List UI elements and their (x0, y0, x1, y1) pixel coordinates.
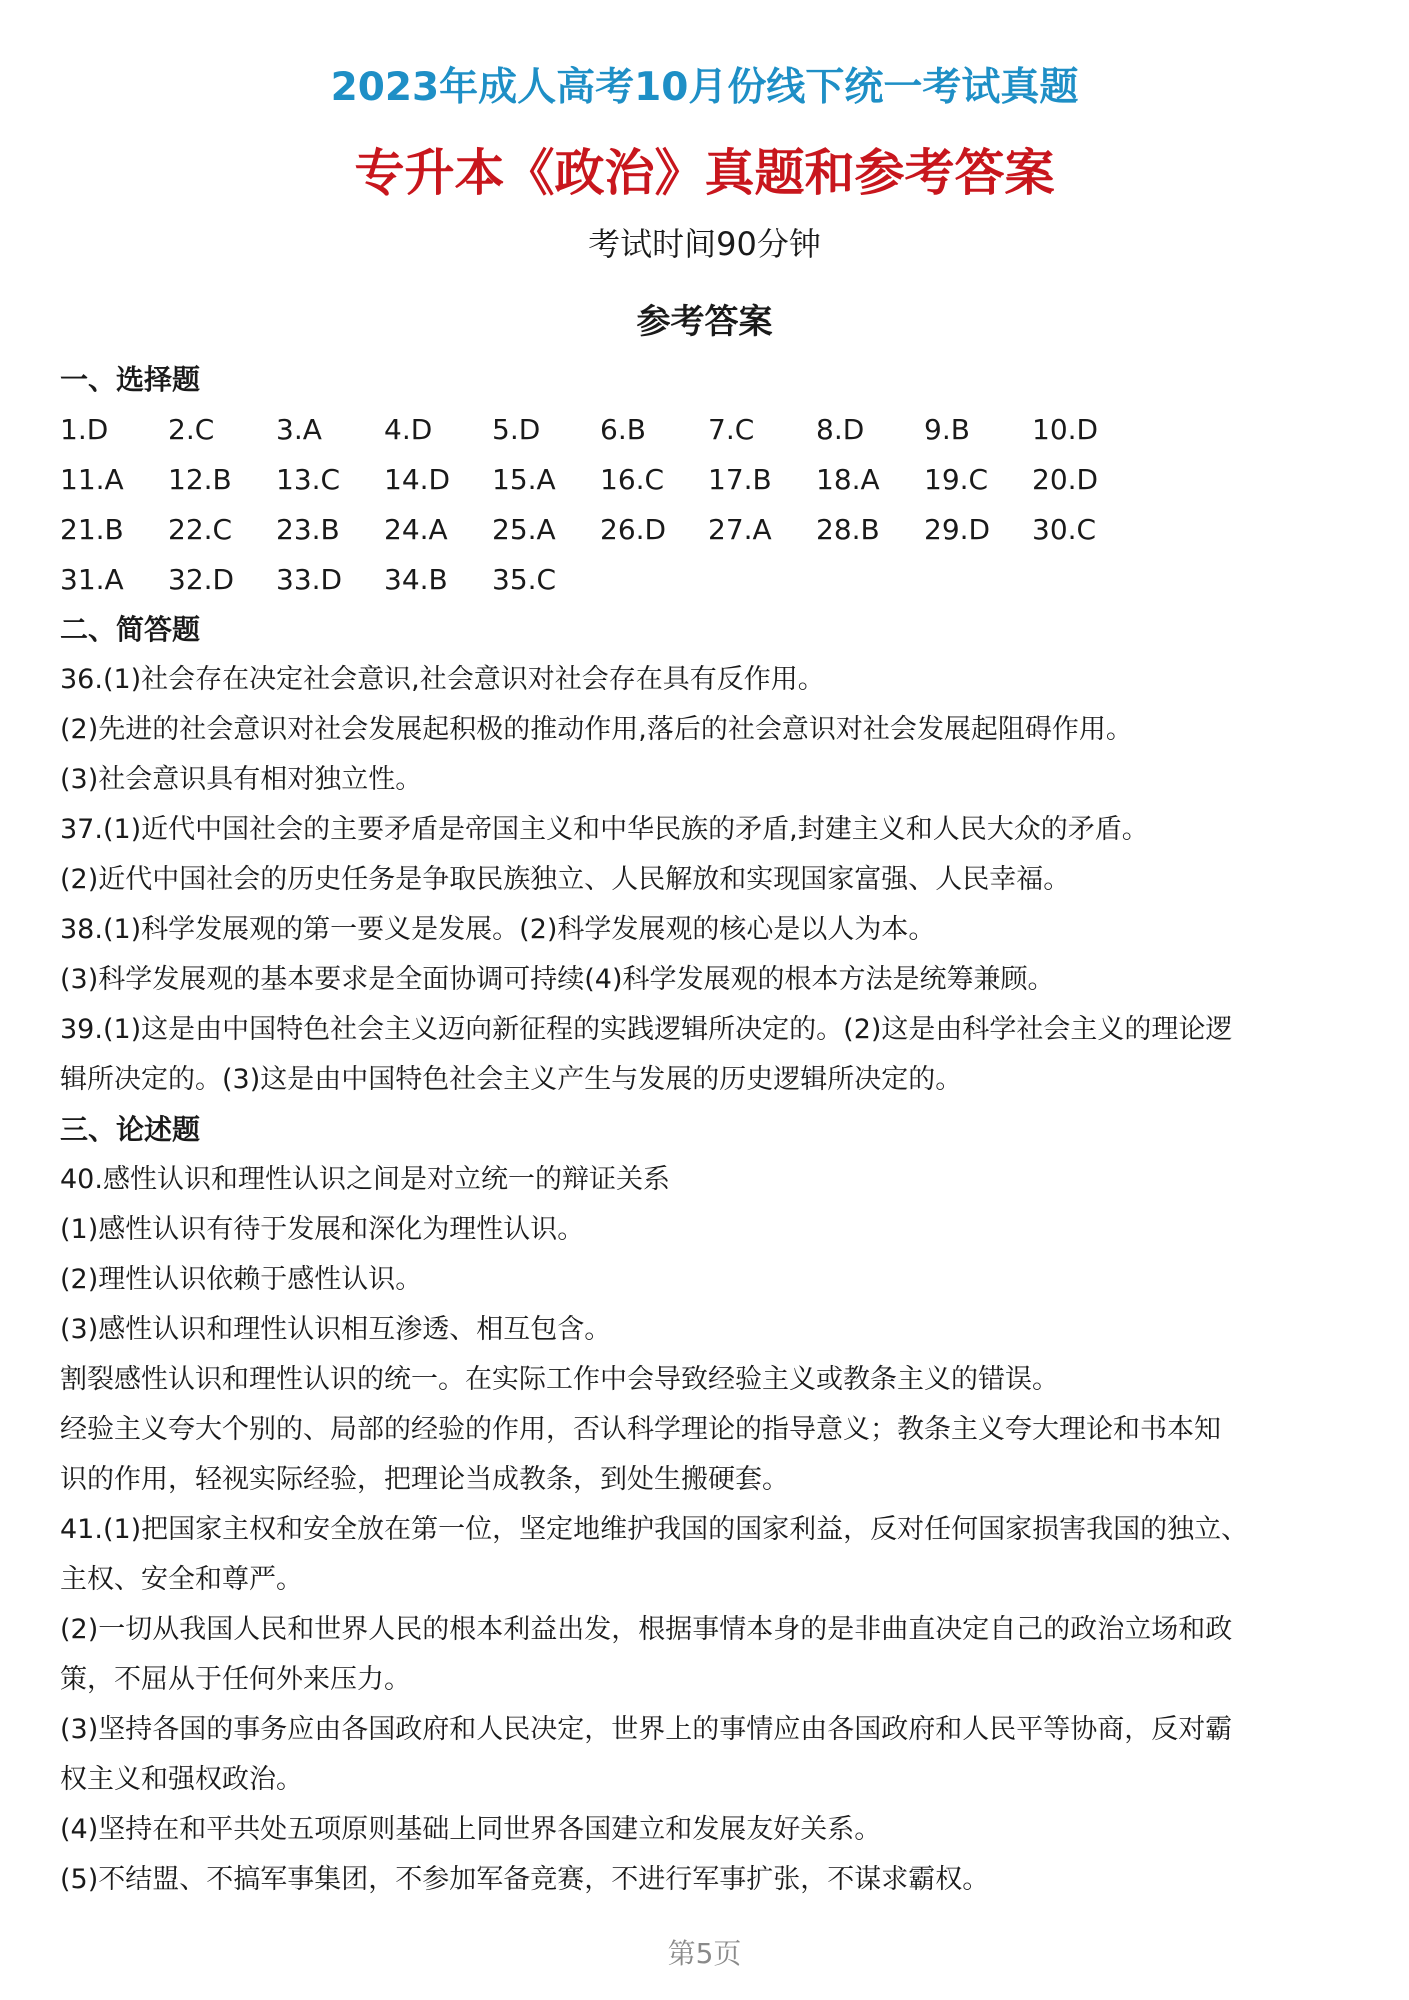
essay-answer-list (60, 1155, 1360, 1905)
choice-answer: 29.D (924, 513, 991, 546)
answer-line: 38.(1)科学发展观的第一要义是发展。(2)科学发展观的核心是以人为本。 (60, 914, 936, 945)
choice-answer: 26.D (600, 513, 667, 546)
answer-line: 39.(1)这是由中国特色社会主义迈向新征程的实践逻辑所决定的。(2)这是由科学社会主义的理论逻 (60, 1014, 1233, 1045)
section-choice-title: 一、选择题 (60, 363, 201, 396)
document-title: 专升本《政治》真题和参考答案 (354, 144, 1055, 202)
choice-answer: 31.A (60, 563, 124, 596)
choice-answer: 4.D (384, 413, 433, 446)
answer-line: (2)近代中国社会的历史任务是争取民族独立、人民解放和实现国家富强、人民幸福。 (60, 864, 1071, 895)
choice-answer: 16.C (600, 463, 665, 496)
choice-answer: 23.B (276, 513, 340, 546)
choice-answer: 22.C (168, 513, 233, 546)
answer-line: 41.(1)把国家主权和安全放在第一位，坚定地维护我国的国家利益，反对任何国家损害我国的独立、 (60, 1514, 1249, 1545)
choice-answer: 24.A (384, 513, 448, 546)
choice-answer: 28.B (816, 513, 880, 546)
choice-answer: 21.B (60, 513, 124, 546)
choice-answer: 18.A (816, 463, 880, 496)
choice-answer: 20.D (1032, 463, 1099, 496)
choice-answer: 14.D (384, 463, 451, 496)
answer-line: (2)一切从我国人民和世界人民的根本利益出发，根据事情本身的是非曲直决定自己的政治立场和政 (60, 1614, 1233, 1645)
answer-line: (1)感性认识有待于发展和深化为理性认识。 (60, 1214, 585, 1245)
answer-line: 36.(1)社会存在决定社会意识,社会意识对社会存在具有反作用。 (60, 664, 825, 695)
section-essay-title: 三、论述题 (60, 1113, 201, 1146)
choice-answer: 2.C (168, 413, 215, 446)
choice-answer: 32.D (168, 563, 235, 596)
choice-answer: 35.C (492, 563, 557, 596)
answer-line: 经验主义夸大个别的、局部的经验的作用，否认科学理论的指导意义；教条主义夸大理论和书本知 (60, 1414, 1221, 1445)
answer-line: (2)先进的社会意识对社会发展起积极的推动作用,落后的社会意识对社会发展起阻碍作用。 (60, 714, 1133, 745)
short-answer-list (60, 655, 1360, 1105)
answer-line: 策，不屈从于任何外来压力。 (60, 1664, 411, 1695)
choice-answer: 6.B (600, 413, 646, 446)
choice-answer: 1.D (60, 413, 109, 446)
answer-line: 40.感性认识和理性认识之间是对立统一的辩证关系 (60, 1164, 670, 1195)
answer-line: 权主义和强权政治。 (60, 1764, 303, 1795)
choice-answer: 25.A (492, 513, 556, 546)
choice-answer: 11.A (60, 463, 124, 496)
answer-line: 割裂感性认识和理性认识的统一。在实际工作中会导致经验主义或教条主义的错误。 (60, 1364, 1059, 1395)
choice-answer: 12.B (168, 463, 232, 496)
answer-line: (4)坚持在和平共处五项原则基础上同世界各国建立和发展友好关系。 (60, 1814, 882, 1845)
page-number: 第5页 (667, 1937, 742, 1970)
choice-answer: 15.A (492, 463, 556, 496)
answer-heading: 参考答案 (636, 302, 773, 342)
choice-answer: 34.B (384, 563, 448, 596)
answer-line: 识的作用，轻视实际经验，把理论当成教条，到处生搬硬套。 (60, 1464, 789, 1495)
answer-line: (5)不结盟、不搞军事集团，不参加军备竞赛，不进行军事扩张，不谋求霸权。 (60, 1864, 990, 1895)
choice-answer: 13.C (276, 463, 341, 496)
choice-answer: 9.B (924, 413, 970, 446)
answer-line: 主权、安全和尊严。 (60, 1564, 303, 1595)
answer-line: (3)科学发展观的基本要求是全面协调可持续(4)科学发展观的根本方法是统筹兼顾。 (60, 964, 1055, 995)
choice-answer: 10.D (1032, 413, 1099, 446)
choice-answer: 7.C (708, 413, 755, 446)
choice-answer: 17.B (708, 463, 772, 496)
choice-answer: 8.D (816, 413, 865, 446)
answer-line: 辑所决定的。(3)这是由中国特色社会主义产生与发展的历史逻辑所决定的。 (60, 1064, 963, 1095)
choice-answer: 27.A (708, 513, 772, 546)
answer-content (60, 355, 1360, 1905)
section-short-title: 二、简答题 (60, 613, 201, 646)
answer-line: (3)感性认识和理性认识相互渗透、相互包含。 (60, 1314, 612, 1345)
answer-line: 37.(1)近代中国社会的主要矛盾是帝国主义和中华民族的矛盾,封建主义和人民大众的矛盾。 (60, 814, 1149, 845)
choice-answer: 33.D (276, 563, 343, 596)
exam-title: 2023年成人高考10月份线下统一考试真题 (330, 65, 1079, 110)
choice-answer-grid (60, 405, 1360, 605)
choice-answer: 5.D (492, 413, 541, 446)
answer-line: (3)社会意识具有相对独立性。 (60, 764, 423, 795)
choice-answer: 3.A (276, 413, 322, 446)
choice-answer: 30.C (1032, 513, 1097, 546)
answer-line: (2)理性认识依赖于感性认识。 (60, 1264, 423, 1295)
choice-answer: 19.C (924, 463, 989, 496)
exam-duration: 考试时间90分钟 (588, 225, 821, 263)
answer-line: (3)坚持各国的事务应由各国政府和人民决定，世界上的事情应由各国政府和人民平等协商，反对霸 (60, 1714, 1233, 1745)
